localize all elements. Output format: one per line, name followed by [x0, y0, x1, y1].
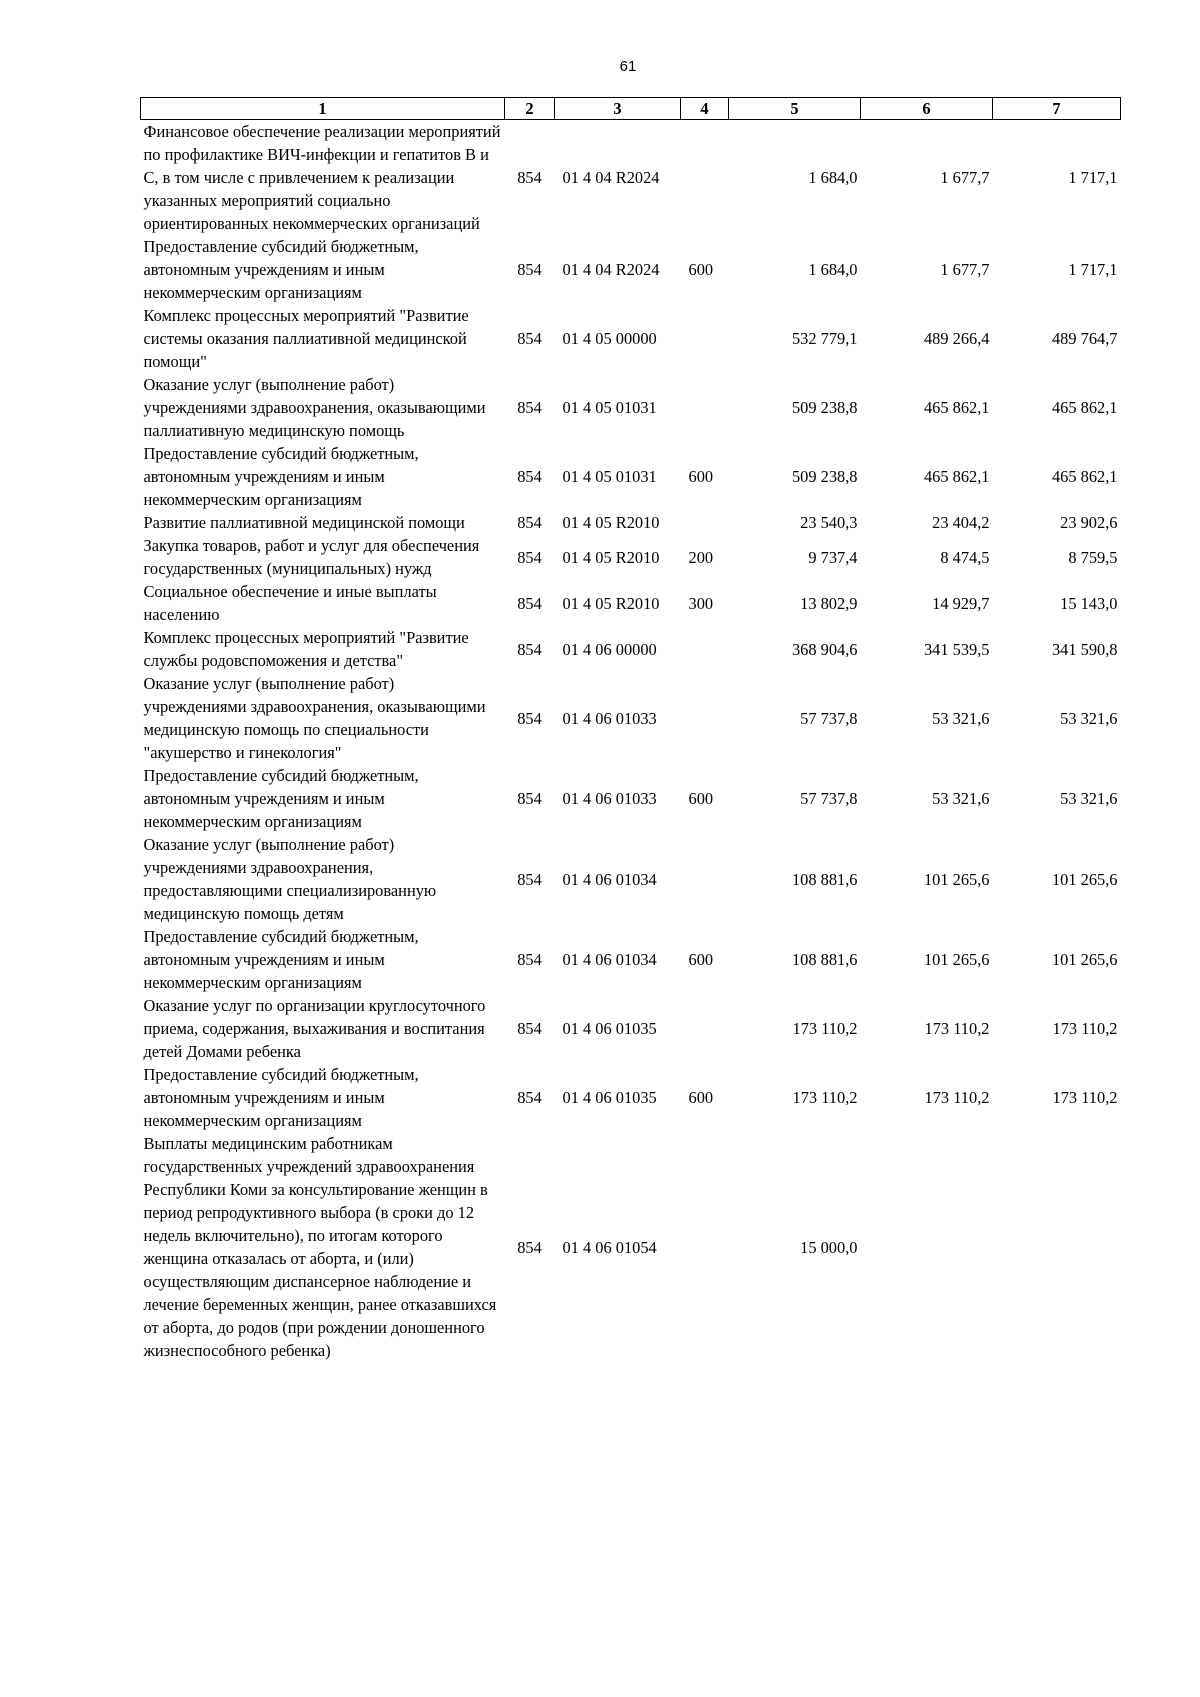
row-target-code: 01 4 06 01034	[562, 869, 657, 889]
row-amount-col5: 15 000,0	[800, 1237, 858, 1257]
row-target-code: 01 4 04 R2024	[562, 168, 660, 187]
row-amount-col5: 108 881,6	[791, 869, 858, 889]
row-amount-col6: 465 862,1	[923, 467, 990, 486]
row-name: Предоставление субсидий бюджетным, автономным учреждениям и иным некоммерческим организациям	[143, 927, 419, 992]
row-amount-col6: 465 862,1	[923, 398, 990, 417]
row-amount-col5: 57 737,8	[800, 789, 858, 808]
row-amount-col5: 532 779,1	[791, 329, 858, 348]
row-amount-col7: 465 862,1	[1051, 398, 1118, 417]
table-row	[141, 1132, 1121, 1362]
row-amount-col6: 489 266,4	[923, 329, 990, 348]
row-target-code: 01 4 04 R2024	[562, 260, 660, 279]
row-amount-col7: 8 759,5	[1068, 547, 1118, 567]
row-expense-type	[681, 120, 729, 236]
table-row	[141, 833, 1121, 925]
row-expense-type	[681, 672, 729, 764]
row-target-code: 01 4 05 R2010	[562, 513, 660, 532]
row-expense-type	[681, 511, 729, 534]
row-amount-col5: 509 238,8	[791, 467, 858, 486]
row-name: Оказание услуг (выполнение работ) учреждениями здравоохранения, предоставляющими специализированную медицинскую помощь детям	[143, 835, 437, 923]
row-gov-code: 854	[517, 1019, 542, 1038]
row-amount-col5: 23 540,3	[800, 513, 858, 532]
row-gov-code: 854	[517, 260, 542, 279]
row-expense-type: 300	[688, 593, 714, 613]
row-amount-col7: 23 902,6	[1060, 513, 1118, 532]
row-amount-col6: 23 404,2	[932, 513, 990, 532]
row-expense-type: 600	[688, 467, 714, 486]
row-amount-col6	[861, 1132, 993, 1362]
row-amount-col5: 173 110,2	[792, 1019, 858, 1038]
table-body	[141, 120, 1121, 1363]
row-name: Оказание услуг по организации круглосуточного приема, содержания, выхаживания и воспитания детей Домами ребенка	[143, 996, 486, 1061]
row-amount-col5: 1 684,0	[808, 260, 858, 279]
row-gov-code: 854	[517, 869, 542, 889]
row-amount-col7: 53 321,6	[1060, 708, 1118, 728]
row-name: Предоставление субсидий бюджетным, автономным учреждениям и иным некоммерческим организациям	[143, 1065, 419, 1130]
row-amount-col5: 9 737,4	[808, 547, 858, 567]
row-expense-type	[681, 373, 729, 442]
column-header-3: 3	[555, 98, 681, 120]
row-target-code: 01 4 05 01031	[562, 398, 657, 417]
row-gov-code: 854	[517, 1088, 542, 1107]
row-target-code: 01 4 06 01035	[562, 1088, 657, 1107]
row-amount-col5: 509 238,8	[791, 398, 858, 417]
row-target-code: 01 4 05 R2010	[562, 593, 660, 613]
row-amount-col7: 1 717,1	[1068, 260, 1118, 279]
page-number: 61	[619, 58, 637, 75]
row-amount-col6: 1 677,7	[940, 168, 990, 187]
row-target-code: 01 4 05 R2010	[562, 547, 660, 567]
table-row	[141, 534, 1121, 580]
row-amount-col5: 173 110,2	[792, 1088, 858, 1107]
row-gov-code: 854	[517, 1237, 542, 1257]
row-gov-code: 854	[517, 593, 542, 613]
row-name: Оказание услуг (выполнение работ) учреждениями здравоохранения, оказывающими медицинскую помощь по специальности "акушерство и гинекология"	[143, 674, 486, 762]
row-name: Комплекс процессных мероприятий "Развитие службы родовспоможения и детства"	[143, 628, 469, 670]
row-amount-col6: 101 265,6	[923, 869, 990, 889]
table-row	[141, 994, 1121, 1063]
budget-table	[140, 97, 1121, 1362]
row-amount-col6: 1 677,7	[940, 260, 990, 279]
row-gov-code: 854	[517, 708, 542, 728]
row-amount-col5: 1 684,0	[808, 168, 858, 187]
row-amount-col7: 15 143,0	[1060, 593, 1118, 613]
row-amount-col6: 8 474,5	[940, 547, 990, 567]
row-amount-col5: 368 904,6	[791, 639, 858, 659]
row-amount-col6: 341 539,5	[923, 639, 990, 659]
row-name: Финансовое обеспечение реализации мероприятий по профилактике ВИЧ-инфекции и гепатитов В и С, в том числе с привлечением к реализации указанных мероприятий социально ориентированных некоммерческих организаций	[143, 122, 501, 233]
column-header-4: 4	[681, 98, 729, 120]
table-row	[141, 120, 1121, 236]
row-expense-type: 600	[688, 260, 714, 279]
row-amount-col7: 53 321,6	[1060, 789, 1118, 808]
table-row	[141, 580, 1121, 626]
row-expense-type	[681, 626, 729, 672]
row-name: Развитие паллиативной медицинской помощи	[143, 513, 465, 532]
row-name: Предоставление субсидий бюджетным, автономным учреждениям и иным некоммерческим организациям	[143, 237, 419, 302]
row-name: Комплекс процессных мероприятий "Развитие системы оказания паллиативной медицинской помощи"	[143, 306, 469, 371]
header-row	[141, 98, 1121, 120]
row-expense-type	[681, 994, 729, 1063]
row-target-code: 01 4 06 00000	[562, 639, 657, 659]
table-row	[141, 304, 1121, 373]
row-gov-code: 854	[517, 467, 542, 486]
row-name: Предоставление субсидий бюджетным, автономным учреждениям и иным некоммерческим организациям	[143, 766, 419, 831]
row-name: Выплаты медицинским работникам государственных учреждений здравоохранения Республики Коми за консультирование женщин в период репродуктивного выбора (в сроки до 12 недель включительно), по итогам которого женщина отказалась от аборта, и (или) осуществляющим диспансерное наблюдение и лечение беременных женщин, ранее отказавшихся от аборта, до родов (при рождении доношенного жизнеспособного ребенка)	[143, 1134, 497, 1360]
row-target-code: 01 4 05 01031	[562, 467, 657, 486]
row-amount-col5: 108 881,6	[791, 950, 858, 969]
row-amount-col7: 101 265,6	[1051, 869, 1118, 889]
row-target-code: 01 4 06 01035	[562, 1019, 657, 1038]
row-target-code: 01 4 06 01033	[562, 708, 657, 728]
column-header-5: 5	[729, 98, 861, 120]
row-amount-col7: 341 590,8	[1051, 639, 1118, 659]
column-header-2: 2	[505, 98, 555, 120]
table-row	[141, 1063, 1121, 1132]
row-name: Оказание услуг (выполнение работ) учреждениями здравоохранения, оказывающими паллиативную медицинскую помощь	[143, 375, 486, 440]
row-gov-code: 854	[517, 168, 542, 187]
row-expense-type	[681, 304, 729, 373]
row-name: Предоставление субсидий бюджетным, автономным учреждениям и иным некоммерческим организациям	[143, 444, 419, 509]
column-header-1: 1	[141, 98, 505, 120]
row-amount-col7: 101 265,6	[1051, 950, 1118, 969]
row-target-code: 01 4 05 00000	[562, 329, 657, 348]
row-target-code: 01 4 06 01033	[562, 789, 657, 808]
row-amount-col5: 57 737,8	[800, 708, 858, 728]
row-gov-code: 854	[517, 950, 542, 969]
row-gov-code: 854	[517, 513, 542, 532]
table-row	[141, 672, 1121, 764]
row-gov-code: 854	[517, 329, 542, 348]
row-amount-col7: 173 110,2	[1052, 1088, 1118, 1107]
row-amount-col6: 173 110,2	[924, 1019, 990, 1038]
row-expense-type: 200	[688, 547, 714, 567]
row-amount-col7	[993, 1132, 1121, 1362]
row-expense-type	[681, 833, 729, 925]
row-amount-col7: 489 764,7	[1051, 329, 1118, 348]
column-header-7: 7	[993, 98, 1121, 120]
row-target-code: 01 4 06 01054	[562, 1237, 657, 1257]
table-row	[141, 511, 1121, 534]
row-amount-col7: 173 110,2	[1052, 1019, 1118, 1038]
row-expense-type: 600	[688, 950, 714, 969]
row-amount-col7: 465 862,1	[1051, 467, 1118, 486]
table-row	[141, 925, 1121, 994]
row-gov-code: 854	[517, 789, 542, 808]
row-amount-col6: 53 321,6	[932, 789, 990, 808]
row-expense-type	[681, 1132, 729, 1362]
table-row	[141, 235, 1121, 304]
row-expense-type: 600	[688, 789, 714, 808]
row-amount-col6: 173 110,2	[924, 1088, 990, 1107]
row-gov-code: 854	[517, 398, 542, 417]
row-name: Закупка товаров, работ и услуг для обеспечения государственных (муниципальных) нужд	[143, 536, 480, 578]
row-amount-col7: 1 717,1	[1068, 168, 1118, 187]
table-row	[141, 373, 1121, 442]
column-header-6: 6	[861, 98, 993, 120]
row-gov-code: 854	[517, 639, 542, 659]
row-amount-col6: 53 321,6	[932, 708, 990, 728]
row-name: Социальное обеспечение и иные выплаты населению	[143, 582, 437, 624]
row-expense-type: 600	[688, 1088, 714, 1107]
row-gov-code: 854	[517, 547, 542, 567]
row-amount-col5: 13 802,9	[800, 593, 858, 613]
table-row	[141, 626, 1121, 672]
table-row	[141, 764, 1121, 833]
row-target-code: 01 4 06 01034	[562, 950, 657, 969]
row-amount-col6: 14 929,7	[932, 593, 990, 613]
row-amount-col6: 101 265,6	[923, 950, 990, 969]
table-header	[141, 98, 1121, 120]
table-row	[141, 442, 1121, 511]
